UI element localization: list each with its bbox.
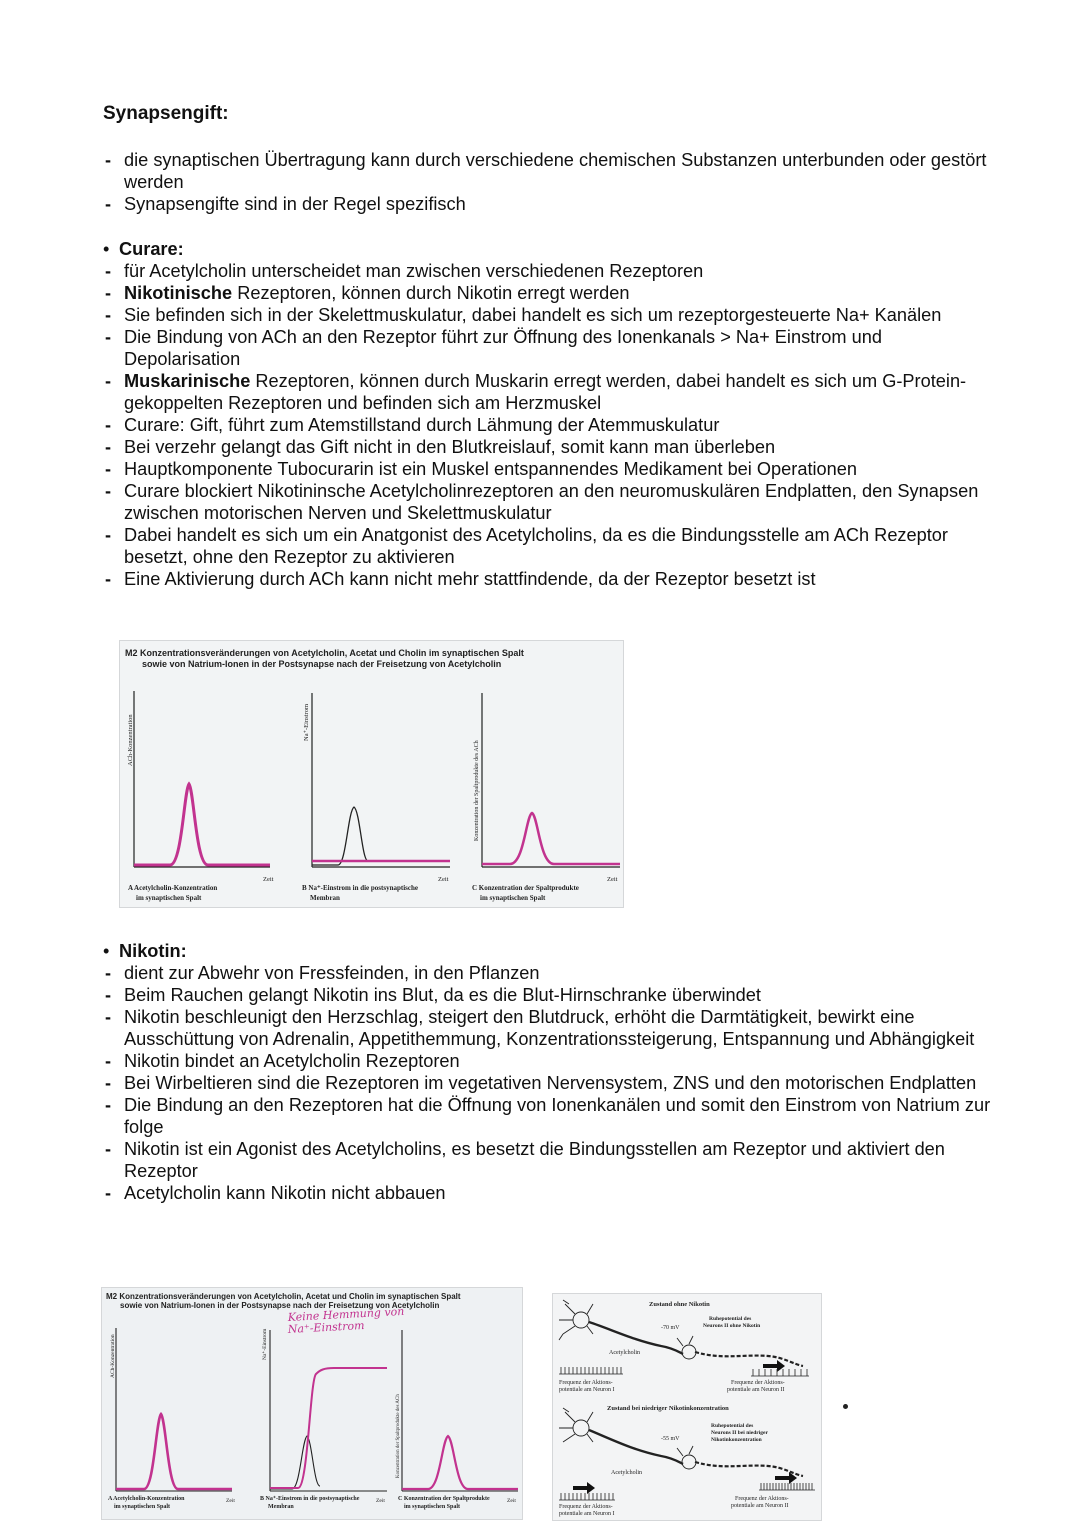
axis-time-label: Zeit [438,876,449,883]
frequency-label: potentiale am Neuron I [559,1511,615,1517]
nikotin-item: - Nikotin bindet an Acetylcholin Rezeptoren [103,1050,1003,1072]
frequency-label: potentiale am Neuron II [727,1387,785,1393]
axis-label-a: ACh-Konzentration [127,714,134,766]
stray-dot [843,1404,848,1409]
panel-label-b: B Na⁺-Einstrom in die postsynaptische [260,1496,360,1502]
figure-caption: M2 Konzentrationsveränderungen von Acetylcholin, Acetat und Cholin im synaptischen Spalt [125,648,524,658]
nikotin-item: - Nikotin ist ein Agonist des Acetylcholins, es besetzt die Bindungsstellen am Rezeptor und aktiviert den Rezeptor [103,1138,1003,1182]
curare-item-nikotinisch [103,282,1003,304]
panel-label-b: B Na⁺-Einstrom in die postsynaptische [302,884,418,892]
item-text: Rezeptoren, können durch Nikotin erregt werden [232,283,630,303]
nikotin-item: - Bei Wirbeltieren sind die Rezeptoren im vegetativen Nervensystem, ZNS und den motorischen Endplatten [103,1072,1003,1094]
frequency-label: Frequenz der Aktions- [735,1496,789,1502]
figure-caption: sowie von Natrium-Ionen in der Postsynapse nach der Freisetzung von Acetylcholin [142,659,502,669]
nikotin-item: - Die Bindung an den Rezeptoren hat die Öffnung von Ionenkanälen und somit den Einstrom von Natrium zur folge [103,1094,1003,1138]
membrane-potential-label: -70 mV [661,1325,680,1331]
curare-item: - Curare blockiert Nikotininsche Acetylcholinrezeptoren an den neuromuskulären Endplatten, den Synapsen zwischen motorischen Nerven und Skelettmuskulatur [103,480,1003,524]
axis-time-label: Zeit [607,876,618,883]
frequency-label: potentiale am Neuron I [559,1387,615,1393]
resting-label: Ruhepotential des [709,1316,752,1322]
axis-time-label: Zeit [226,1498,235,1504]
curare-heading: • Curare: [103,238,1003,260]
resting-label: Nikotinkonzentration [711,1437,762,1443]
axis-label-c: Konzentration der Spaltprodukte des ACh [396,1394,401,1478]
resting-label: Neurons II bei niedriger [711,1430,768,1436]
panel-label-a: im synaptischen Spalt [136,894,202,902]
curare-item-muskarinisch [103,370,1003,414]
frequency-label: potentiale am Neuron II [731,1503,789,1509]
curare-item: - für Acetylcholin unterscheidet man zwischen verschiedenen Rezeptoren [103,260,1003,282]
state-title: Zustand ohne Nikotin [649,1301,710,1308]
page-title: Synapsengift: [103,103,229,124]
curare-item: - Hauptkomponente Tubocurarin ist ein Muskel entspannendes Medikament bei Operationen [103,458,1003,480]
axis-label-c: Konzentration der Spaltprodukte des ACh [474,740,480,841]
intro-item: - die synaptischen Übertragung kann durch verschiedene chemischen Substanzen unterbunden oder gestört werden [103,149,1003,193]
resting-label: Ruhepotential des [711,1423,754,1429]
nikotin-heading: • Nikotin: [103,940,1003,962]
frequency-label: Frequenz der Aktions- [559,1504,613,1510]
axis-time-label: Zeit [263,876,274,883]
panel-label-b: Membran [310,894,340,902]
frequency-label: Frequenz der Aktions- [731,1380,785,1386]
panel-label-b: Membran [268,1504,294,1510]
curare-item: - Eine Aktivierung durch ACh kann nicht mehr stattfindende, da der Rezeptor besetzt ist [103,568,1003,590]
bold-term: Muskarinische [124,371,251,391]
membrane-potential-label: -55 mV [661,1436,680,1442]
curare-item: - Bei verzehr gelangt das Gift nicht in den Blutkreislauf, somit kann man überleben [103,436,1003,458]
panel-label-a: A Acetylcholin-Konzentration [108,1496,185,1502]
axis-time-label: Zeit [376,1498,385,1504]
panel-label-c: im synaptischen Spalt [404,1504,461,1510]
frequency-label: Frequenz der Aktions- [559,1380,613,1386]
curare-section [103,238,1003,590]
figure-caption: M2 Konzentrationsveränderungen von Acetylcholin, Acetat und Cholin im synaptischen Spalt [106,1292,461,1301]
nikotin-item: - dient zur Abwehr von Fressfeinden, in den Pflanzen [103,962,1003,984]
panel-label-c: im synaptischen Spalt [480,894,546,902]
axis-label-b: Na⁺-Einstrom [262,1328,268,1360]
nikotin-section [103,940,1003,1204]
curare-item: - Curare: Gift, führt zum Atemstillstand durch Lähmung der Atemmuskulatur [103,414,1003,436]
transmitter-label: Acetylcholin [611,1470,642,1476]
handwritten-annotation: Na⁺-Einstrom [287,1318,365,1336]
item-text: Rezeptoren, können durch Muskarin erregt werden, dabei handelt es sich um G-Protein-gekoppelten Rezeptoren und befinden sich am Herzmuskel [124,371,967,413]
panel-label-c: C Konzentration der Spaltprodukte [398,1496,490,1502]
curare-item: - Die Bindung von ACh an den Rezeptor führt zur Öffnung des Ionenkanals > Na+ Einstrom und Depolarisation [103,326,1003,370]
state-title: Zustand bei niedriger Nikotinkonzentration [607,1405,729,1412]
axis-label-b: Na⁺-Einstrom [303,703,310,741]
nikotin-item: - Beim Rauchen gelangt Nikotin ins Blut, da es die Blut-Hirnschranke überwindet [103,984,1003,1006]
axis-label-a: ACh-Konzentration [110,1334,116,1378]
transmitter-label: Acetylcholin [609,1350,640,1356]
intro-item: - Synapsengifte sind in der Regel spezifisch [103,193,1003,215]
nikotin-item: - Nikotin beschleunigt den Herzschlag, steigert den Blutdruck, erhöht die Darmtätigkeit, bewirkt eine Ausschüttung von Adrenalin, Appetithemmung, Konzentrationssteigerung, Entspannung und Abhängigkeit [103,1006,1003,1050]
curare-item: - Dabei handelt es sich um ein Anatgonist des Acetylcholins, da es die Bindungsstelle am ACh Rezeptor besetzt, ohne den Rezeptor zu aktivieren [103,524,1003,568]
nikotin-item: - Acetylcholin kann Nikotin nicht abbauen [103,1182,1003,1204]
panel-label-a: im synaptischen Spalt [114,1504,171,1510]
resting-label: Neurons II ohne Nikotin [703,1323,761,1329]
axis-time-label: Zeit [507,1498,516,1504]
handwritten-annotation: Keine Hemmung von [287,1304,405,1324]
panel-label-a: A Acetylcholin-Konzentration [128,884,218,892]
figure-nikotin-neurons [552,1293,822,1521]
curare-item: - Sie befinden sich in der Skelettmuskulatur, dabei handelt es sich um rezeptorgesteuerte Na+ Kanälen [103,304,1003,326]
intro-section [103,149,1003,215]
figure-caption: sowie von Natrium-Ionen in der Postsynapse nach der Freisetzung von Acetylcholin [120,1301,440,1310]
bold-term: Nikotinische [124,283,233,303]
panel-label-c: C Konzentration der Spaltprodukte [472,884,579,892]
figure-m2-curare [119,640,624,908]
figure-m2-nikotin [101,1287,523,1520]
